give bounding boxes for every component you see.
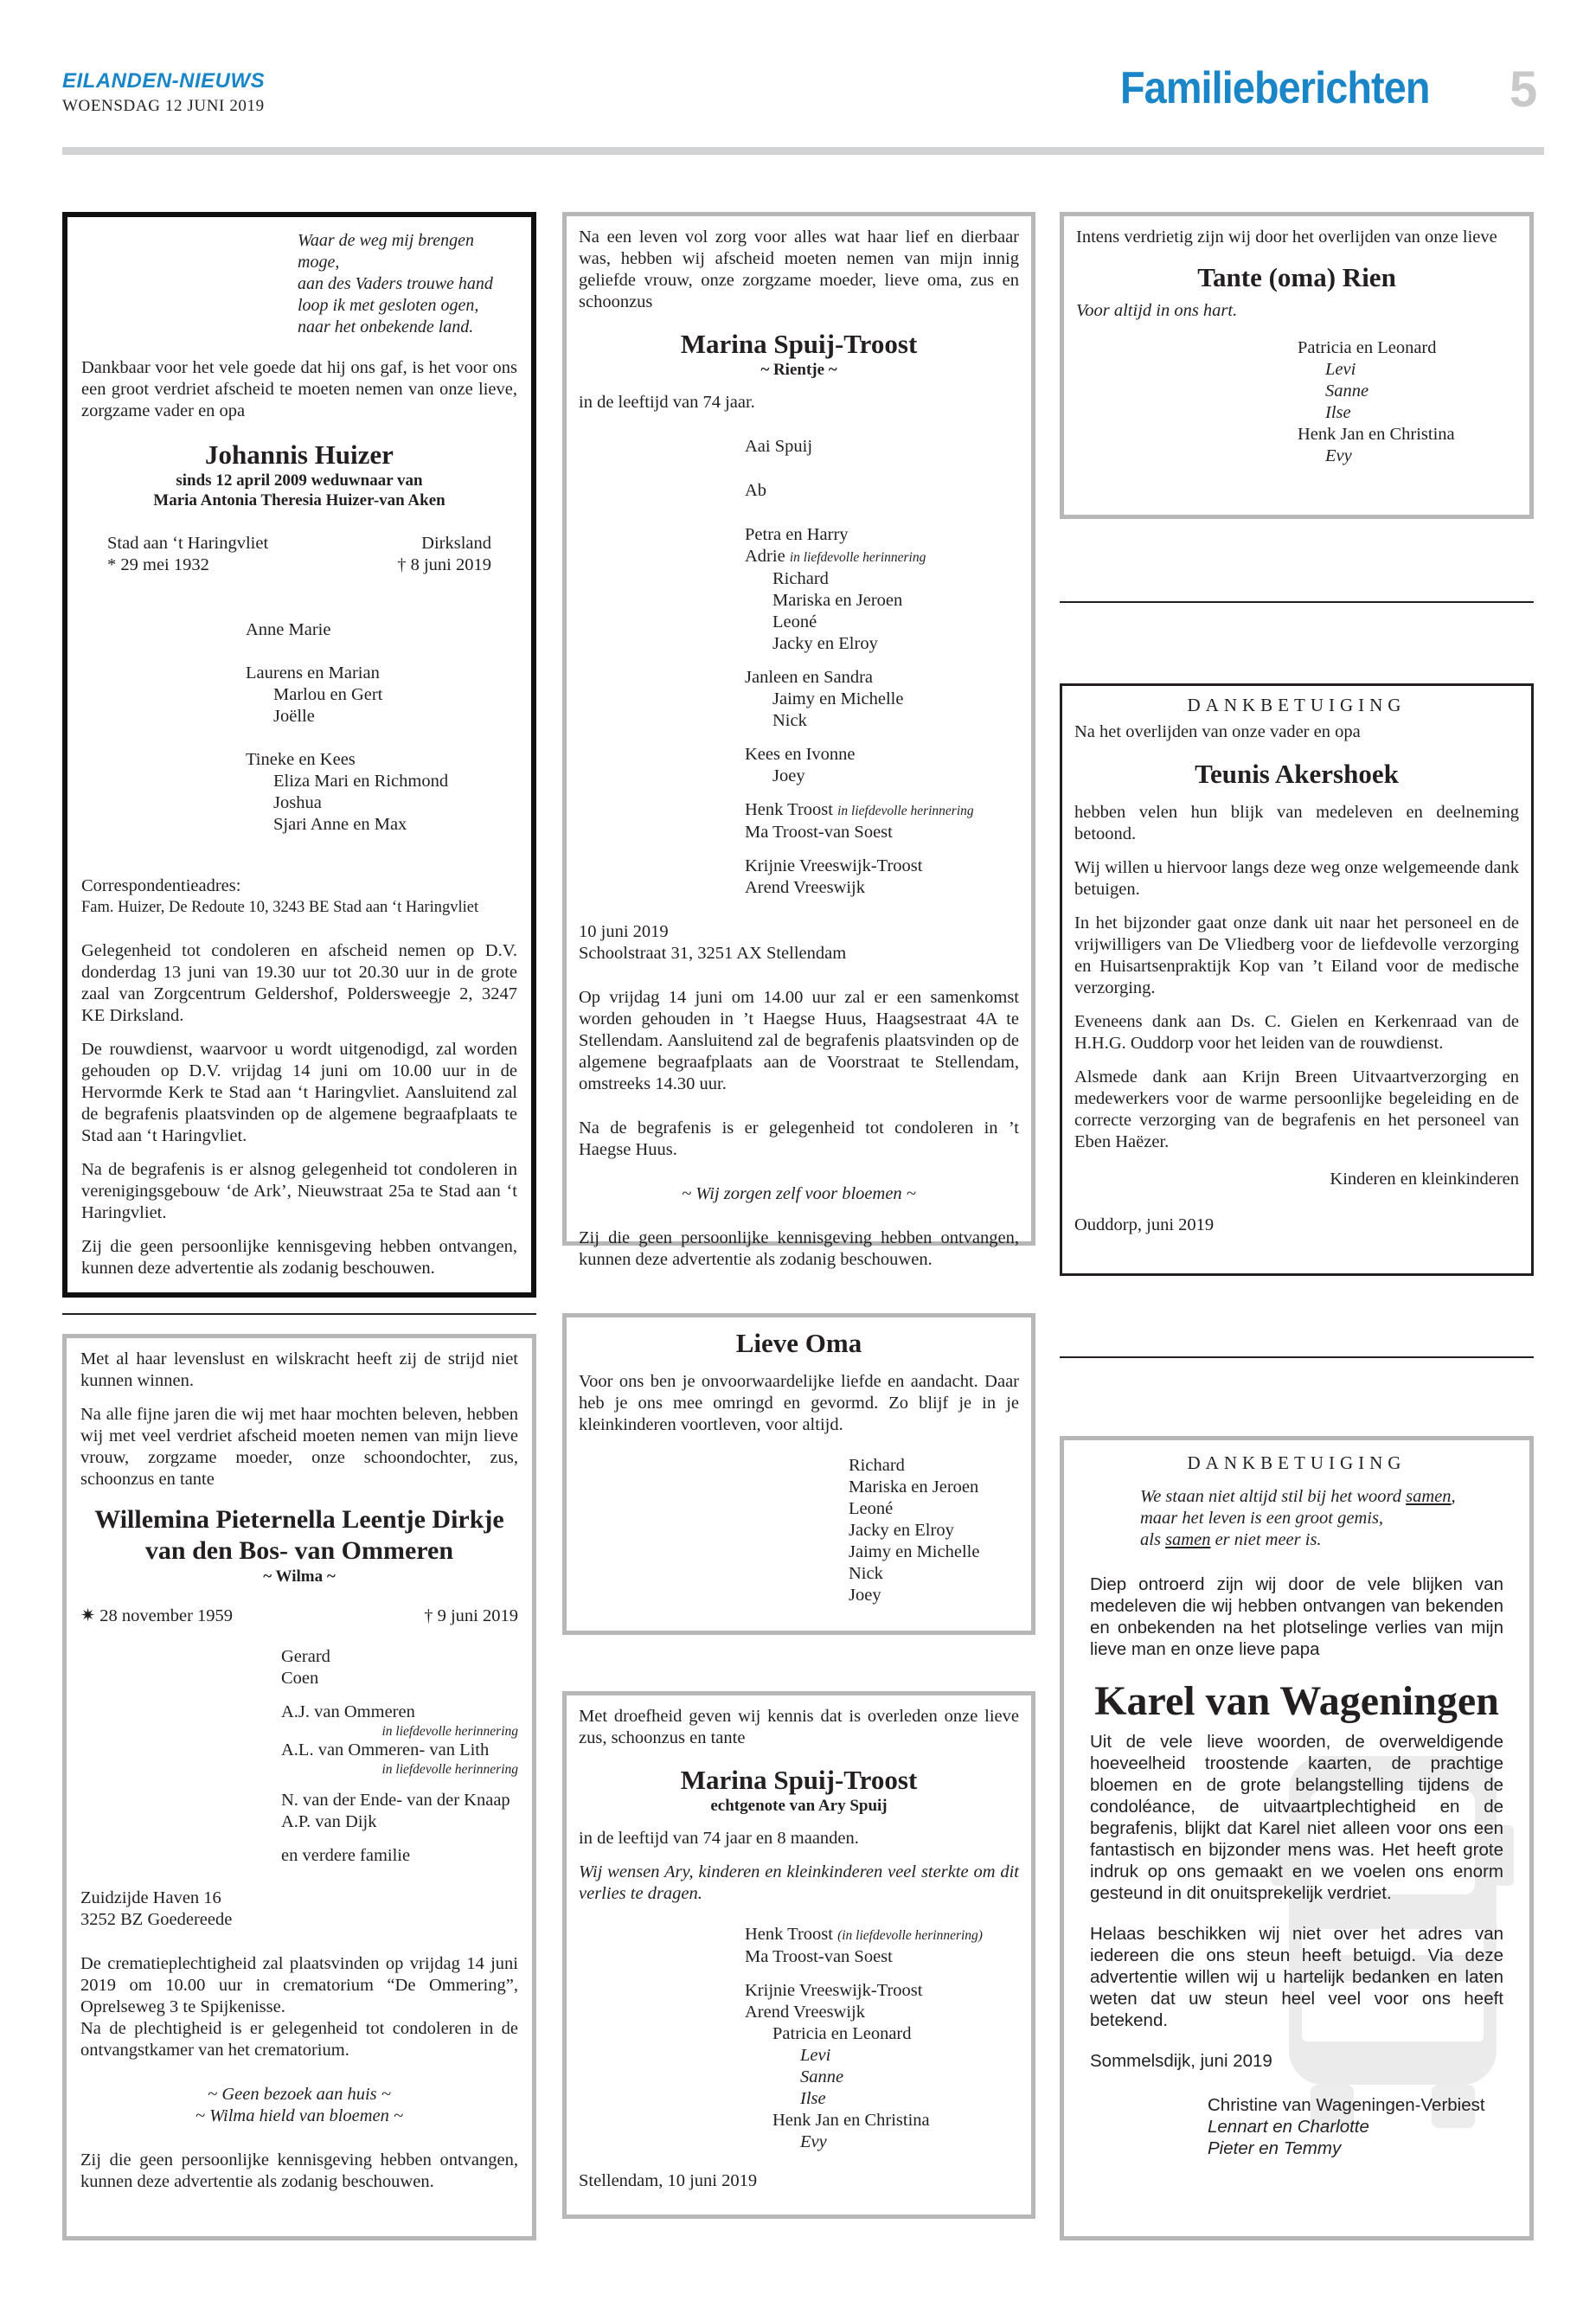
grandchild: Mariska en Jeroen: [849, 1477, 979, 1497]
family-member: Henk Jan en Christina: [772, 2111, 930, 2130]
ad-heading: DANKBETUIGING: [1187, 695, 1407, 715]
family-member: Kees en Ivonne: [745, 745, 856, 764]
thanks-paragraph: Eveneens dank aan Ds. C. Gielen en Kerkenraad van de H.H.G. Ouddorp voor het leiden van de rouwdienst.: [1074, 1012, 1519, 1053]
signature-list: [1090, 2094, 1503, 2159]
thanks-paragraph: Wij willen u hiervoor langs deze weg onze welgemeende dank betuigen.: [1074, 858, 1519, 899]
ad-dankbetuiging-akershoek: [1060, 683, 1534, 1276]
newspaper-logo: EILANDEN-NIEUWS: [62, 69, 266, 93]
deceased-name: Marina Spuij-Troost: [680, 329, 918, 359]
birth-place: Stad aan ‘t Haringvliet: [107, 534, 269, 553]
family-member: Janleen en Sandra: [745, 668, 873, 687]
grandchildren-list: [579, 1455, 1019, 1606]
place-date: Ouddorp, juni 2019: [1074, 1215, 1215, 1234]
memory-note: (in liefdevolle herinnering): [837, 1928, 983, 1943]
condolence-text: Na de plechtigheid is er gelegenheid tot condoleren in de ontvangstkamer van het crematorium.: [80, 2019, 518, 2060]
cremation-text: De crematieplechtigheid zal plaatsvinden op vrijdag 14 juni 2019 om 10.00 uur in crematorium “De Ommering”, Oprelseweg 3 te Spijkenisse.: [80, 1954, 518, 2016]
correspondence-address: Fam. Huizer, De Redoute 10, 3243 BE Stad aan ‘t Haringvliet: [81, 899, 479, 916]
ad-heading: DANKBETUIGING: [1187, 1452, 1407, 1473]
family-list: [579, 1924, 1019, 2153]
family-list: [1076, 337, 1517, 467]
family-member: Ilse: [1325, 403, 1351, 422]
grandchild: Jaimy en Michelle: [849, 1542, 980, 1561]
forever-line: Voor altijd in ons hart.: [1076, 301, 1238, 320]
thanks-paragraph: Helaas beschikken wij niet over het adres van iedereen die ons steun heeft betuigd. Via deze advertentie willen wij u hartelijk bedanken en laten weten dat uw steun heel veel voor ons heeft betekend.: [1090, 1924, 1503, 2030]
family-member: Evy: [800, 2132, 827, 2151]
poem-text: ,: [1451, 1487, 1456, 1506]
ad-heading: Lieve Oma: [735, 1328, 862, 1358]
signature: Kinderen en kleinkinderen: [1330, 1170, 1519, 1189]
memory-note: in liefdevolle herinnering: [837, 804, 974, 818]
poem-line: [1140, 1486, 1503, 1508]
poem-text: We staan niet altijd stil bij het woord: [1140, 1487, 1407, 1506]
family-member: [745, 546, 1019, 568]
family-member: Tineke en Kees: [246, 750, 356, 769]
place-date: Sommelsdijk, juni 2019: [1090, 2051, 1272, 2071]
family-member: Ma Troost-van Soest: [745, 823, 893, 842]
family-member: Nick: [772, 711, 807, 730]
family-member: Sjari Anne en Max: [273, 815, 407, 834]
spouse-name: Maria Antonia Theresia Huizer-van Aken: [153, 491, 445, 510]
thanks-intro: Diep ontroerd zijn wij door de vele blijken van medeleven die wij hebben ontvangen van bekenden en onbekenden na het plotselinge verlies van mijn lieve man en onze lieve papa: [1090, 1574, 1503, 1659]
intro-text: Intens verdrietig zijn wij door het overlijden van onze lieve: [1076, 228, 1497, 247]
birth-date: ✷ 28 november 1959: [80, 1606, 234, 1625]
nickname: ~ Wilma ~: [263, 1567, 336, 1586]
notice-text: Zij die geen persoonlijke kennisgeving hebben ontvangen, kunnen deze advertentie als zodanig beschouwen.: [579, 1228, 1019, 1269]
deceased-name: Johannis Huizer: [205, 439, 394, 470]
ad-lieve-oma: [562, 1313, 1035, 1635]
family-member: A.J. van Ommeren: [281, 1702, 415, 1721]
family-member: Levi: [800, 2046, 831, 2065]
spouse-line: echtgenote van Ary Spuij: [710, 1797, 888, 1815]
family-member: Evy: [1325, 446, 1352, 465]
intro-text: Na het overlijden van onze vader en opa: [1074, 722, 1361, 741]
poem-line: Waar de weg mij brengen moge,: [298, 231, 475, 272]
family-member: Petra en Harry: [745, 525, 849, 544]
condolence-text: Na de begrafenis is er gelegenheid tot condoleren in ’t Haegse Huus.: [579, 1118, 1019, 1159]
family-member: N. van der Ende- van der Knaap: [281, 1791, 510, 1810]
family-member: Arend Vreeswijk: [745, 2003, 866, 2022]
issue-date: WOENSDAG 12 JUNI 2019: [62, 97, 265, 115]
grandchild: Richard: [849, 1456, 905, 1475]
column-rule: [62, 1313, 536, 1315]
family-member: Henk Jan en Christina: [1298, 425, 1455, 444]
family-member: Aai Spuij: [745, 437, 813, 456]
flowers-note: ~ Wij zorgen zelf voor bloemen ~: [682, 1184, 916, 1203]
family-member: Sanne: [1325, 381, 1369, 401]
family-list: [80, 1646, 518, 1867]
family-member-name: Adrie: [745, 547, 785, 566]
intro-text: Met al haar levenslust en wilskracht heeft zij de strijd niet kunnen winnen.: [80, 1349, 518, 1390]
family-member: Jaimy en Michelle: [772, 689, 904, 708]
family-member: Eliza Mari en Richmond: [273, 772, 449, 791]
deceased-name: Marina Spuij-Troost: [680, 1765, 918, 1795]
family-member-name: Henk Troost: [745, 800, 833, 819]
ad-johannis-huizer: [62, 212, 536, 1298]
family-member: Krijnie Vreeswijk-Troost: [745, 1981, 923, 2000]
notice-text: Zij die geen persoonlijke kennisgeving hebben ontvangen, kunnen deze advertentie als zodanig beschouwen.: [80, 2150, 518, 2191]
poem-emphasis: samen: [1406, 1487, 1452, 1506]
grandchild: Jacky en Elroy: [849, 1521, 954, 1540]
grandchild: Nick: [849, 1564, 883, 1583]
column-rule: [1060, 1356, 1534, 1358]
family-member: Ma Troost-van Soest: [745, 1947, 893, 1966]
thanks-paragraph: Uit de vele lieve woorden, de overweldigende hoeveelheid troostende kaarten, de prachtige bloemen en de grote belangstelling tijdens de condoléance, de uitvaartplechtigheid en de begrafenis, blijkt dat Karel niet alleen voor ons een fantastisch en bijzonder mens was. Het heeft grote indruk op ons gemaakt en we voelen ons enorm gesteund in dit onuitsprekelijk verdriet.: [1090, 1732, 1503, 1903]
visit-note: ~ Geen bezoek aan huis ~: [208, 2085, 391, 2104]
family-member: Krijnie Vreeswijk-Troost: [745, 856, 923, 875]
family-member: [745, 1924, 1019, 1946]
intro-text: Dankbaar voor het vele goede dat hij ons gaf, is het voor ons een groot verdriet afscheid te moeten nemen van onze lieve, zorgzame vader en opa: [81, 358, 517, 420]
family-member: Joëlle: [273, 707, 315, 726]
signature: Lennart en Charlotte: [1208, 2117, 1369, 2137]
intro-text: Na een leven vol zorg voor alles wat haar lief en dierbaar was, hebben wij afscheid moeten nemen van mijn innig geliefde vrouw, onze zorgzame moeder, lieve oma, zus en schoonzus: [579, 228, 1019, 311]
condolence-text: Gelegenheid tot condoleren en afscheid nemen op D.V. donderdag 13 juni van 19.30 uur tot 20.30 uur in de grote zaal van Zorgcentrum Geldershof, Poldersweegje 2, 3247 KE Dirksland.: [81, 941, 517, 1025]
place-date: Stellendam, 10 juni 2019: [579, 2171, 758, 2190]
family-member: Joshua: [273, 793, 322, 812]
death-date: † 8 juni 2019: [397, 555, 491, 574]
family-list: [579, 436, 1019, 899]
birth-date: * 29 mei 1932: [107, 555, 209, 574]
poem: [81, 230, 517, 338]
page-number: 5: [1509, 61, 1538, 118]
nickname: ~ Rientje ~: [760, 361, 837, 379]
family-member: en verdere familie: [281, 1846, 411, 1865]
death-place: Dirksland: [421, 534, 491, 553]
flowers-note: ~ Wilma hield van bloemen ~: [195, 2106, 404, 2125]
family-member: Leoné: [772, 612, 817, 631]
family-member: Patricia en Leonard: [772, 2024, 912, 2043]
poem-line: naar het onbekende land.: [298, 317, 474, 336]
service-text: De rouwdienst, waarvoor u wordt uitgenodigd, zal worden gehouden op D.V. vrijdag 14 juni om 10.00 uur in de Hervormde Kerk te Stad aan ‘t Haringvliet. Aansluitend zal de begrafenis plaatsvinden op de algemene begraafplaats te Stad aan ‘t Haringvliet.: [81, 1040, 517, 1145]
age-line: in de leeftijd van 74 jaar en 8 maanden.: [579, 1829, 859, 1848]
postal-line: 3252 BZ Goedereede: [80, 1910, 233, 1929]
poem-text: als: [1140, 1530, 1166, 1549]
poem-line: maar het leven is een groot gemis,: [1140, 1509, 1384, 1528]
poem-line: loop ik met gesloten ogen,: [298, 296, 479, 315]
correspondence-label: Correspondentieadres:: [81, 876, 241, 895]
address-line: Zuidzijde Haven 16: [80, 1888, 221, 1907]
wish-text: Wij wensen Ary, kinderen en kleinkinderen veel sterkte om dit verlies te dragen.: [579, 1862, 1019, 1903]
family-member: Coen: [281, 1669, 319, 1688]
poem: [1090, 1486, 1503, 1551]
family-member: A.L. van Ommeren- van Lith: [281, 1740, 490, 1759]
ad-marina-spuij-siblings: [562, 1691, 1035, 2219]
family-member: Anne Marie: [246, 620, 331, 639]
family-member: Ilse: [800, 2089, 826, 2108]
family-member: Sanne: [800, 2067, 844, 2086]
family-member: Patricia en Leonard: [1298, 338, 1437, 357]
column-rule: [1060, 601, 1534, 603]
family-member: Gerard: [281, 1647, 330, 1666]
tribute-text: Voor ons ben je onvoorwaardelijke liefde en aandacht. Daar heb je ons mee omringd en gevormd. Zo blijf je in je kleinkinderen voortleven, voor altijd.: [579, 1372, 1019, 1434]
after-burial-text: Na de begrafenis is er alsnog gelegenheid tot condoleren in verenigingsgebouw ‘de Ark’, Nieuwstraat 25a te Stad aan ‘t Haringvliet.: [81, 1160, 517, 1222]
signature: Pieter en Temmy: [1208, 2138, 1342, 2158]
deceased-name: Teunis Akershoek: [1195, 759, 1399, 789]
poem-line: aan des Vaders trouwe hand: [298, 274, 493, 293]
thanks-paragraph: hebben velen hun blijk van medeleven en deelneming betoond.: [1074, 803, 1519, 843]
death-date: † 9 juni 2019: [424, 1606, 518, 1625]
family-member: A.P. van Dijk: [281, 1812, 377, 1831]
widower-line: sinds 12 april 2009 weduwnaar van: [176, 471, 423, 490]
ad-dankbetuiging-karel: [1060, 1436, 1534, 2240]
family-member: Richard: [772, 569, 829, 588]
thanks-paragraph: In het bijzonder gaat onze dank uit naar het personeel en de vrijwilligers van De Vliedberg voor de liefdevolle verzorging en Huisartsenpraktijk Kop van ’t Eiland voor de medische verzorging.: [1074, 913, 1519, 997]
signature: Christine van Wageningen-Verbiest: [1208, 2095, 1485, 2115]
family-member: Arend Vreeswijk: [745, 878, 866, 897]
family-member: Marlou en Gert: [273, 685, 383, 704]
family-member: Ab: [745, 481, 767, 500]
memory-note: in liefdevolle herinnering: [789, 550, 926, 565]
family-member: Jacky en Elroy: [772, 634, 878, 653]
section-title: Familieberichten: [1120, 63, 1430, 113]
intro-paragraph: Na alle fijne jaren die wij met haar mochten beleven, hebben wij met veel verdriet afscheid moeten nemen van mijn lieve vrouw, zorgzame moeder, onze schoondochter, zus, schoonzus en tante: [80, 1405, 518, 1489]
grandchild: Joey: [849, 1586, 881, 1605]
deceased-name: Tante (oma) Rien: [1197, 262, 1396, 292]
family-member-name: Henk Troost: [745, 1925, 833, 1944]
family-list: [81, 619, 517, 836]
poem-emphasis: samen: [1165, 1530, 1211, 1549]
deceased-name: Willemina Pieternella Leentje Dirkje: [94, 1505, 504, 1534]
intro-text: Met droefheid geven wij kennis dat is overleden onze lieve zus, schoonzus en tante: [579, 1707, 1019, 1747]
header-rule: [62, 147, 1544, 155]
address-line: Schoolstraat 31, 3251 AX Stellendam: [579, 944, 847, 963]
notice-text: Zij die geen persoonlijke kennisgeving hebben ontvangen, kunnen deze advertentie als zodanig beschouwen.: [81, 1237, 517, 1278]
memory-note: in liefdevolle herinnering: [381, 1724, 518, 1739]
deceased-name: Karel van Wageningen: [1094, 1678, 1499, 1724]
service-text: Op vrijdag 14 juni om 14.00 uur zal er een samenkomst worden gehouden in ’t Haegse Huus, Haagsestraat 4A te Stellendam. Aansluitend zal de begrafenis plaatsvinden op de algemene begraafplaats aan de Voorstraat te Stellendam, omstreeks 14.30 uur.: [579, 988, 1019, 1093]
ad-marina-spuij-family: [562, 212, 1035, 1269]
family-member: Levi: [1325, 360, 1356, 379]
family-member: Laurens en Marian: [246, 663, 380, 683]
deceased-surname: van den Bos- van Ommeren: [144, 1536, 454, 1565]
age-line: in de leeftijd van 74 jaar.: [579, 393, 755, 412]
thanks-paragraph: Alsmede dank aan Krijn Breen Uitvaartverzorging en medewerkers voor de warme persoonlijke begeleiding en de correcte verzorging van de begrafenis en het personeel van Eben Haëzer.: [1074, 1067, 1519, 1151]
ad-willemina-van-den-bos: [62, 1334, 536, 2240]
poem-line: [1140, 1529, 1503, 1551]
ad-tante-rien: [1060, 212, 1534, 519]
memory-note: in liefdevolle herinnering: [381, 1762, 518, 1777]
family-member: Mariska en Jeroen: [772, 591, 903, 610]
family-member: Joey: [772, 766, 805, 785]
poem-text: er niet meer is.: [1210, 1530, 1322, 1549]
grandchild: Leoné: [849, 1499, 894, 1518]
family-member: [745, 799, 1019, 822]
date-line: 10 juni 2019: [579, 922, 669, 941]
